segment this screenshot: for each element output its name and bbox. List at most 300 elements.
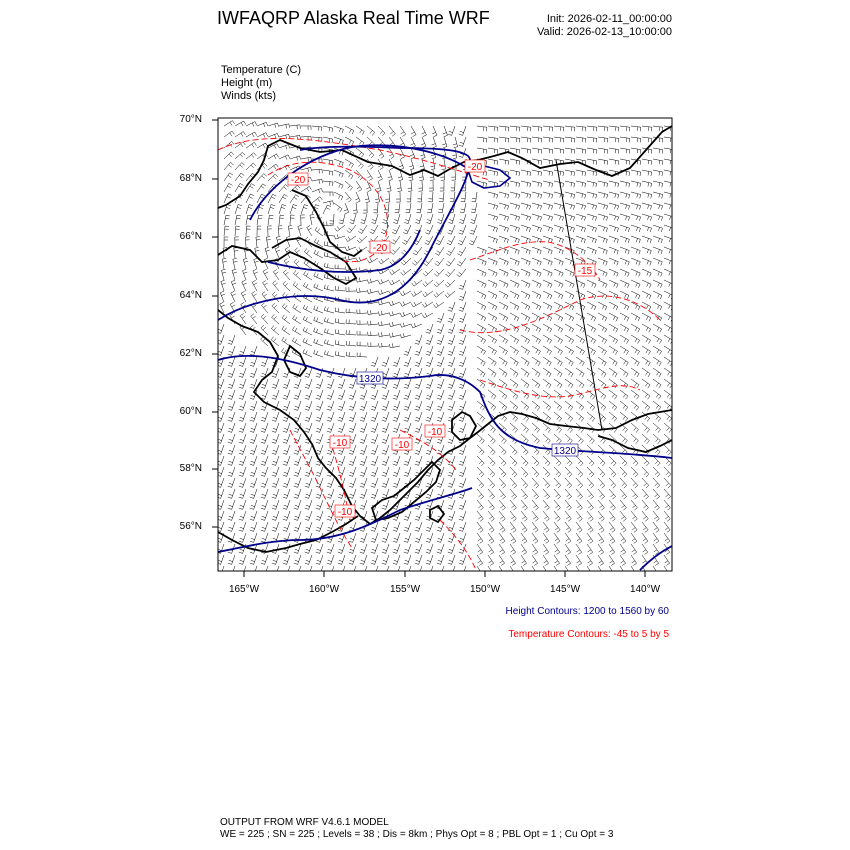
wind-barb [415,335,422,344]
wind-barb [314,284,323,292]
wind-barb [554,500,560,510]
wind-barb [620,368,628,377]
wind-barb [382,522,389,531]
wind-barb [631,390,639,399]
wind-barb [448,335,455,344]
wind-barb [510,335,519,344]
wind-barb [521,390,529,399]
wind-barb [382,445,389,454]
wind-barb [256,237,260,247]
wind-barb [357,288,368,292]
wind-barb [222,269,227,280]
wind-barb [404,511,411,520]
wind-barb [252,280,257,291]
wind-barb [459,368,466,377]
wind-barb [458,236,466,245]
wind-barb [642,511,648,521]
wind-barb [356,159,363,169]
wind-barb [224,142,234,149]
wind-barb [631,456,638,466]
wind-barb [609,357,617,366]
temp-label-1 [288,173,308,186]
wind-barb [554,511,560,521]
wind-barb [488,390,496,399]
wind-barb [268,174,278,181]
wind-barb [488,346,497,355]
wind-barb [598,126,608,131]
height-label-1 [357,372,383,385]
wind-barb [250,467,257,476]
wind-barb [283,500,290,509]
wind-barb [653,225,663,232]
wind-barb [261,522,268,531]
wind-barb [609,192,619,198]
wind-barb [231,280,236,291]
lat-label-66: 66°N [179,231,202,242]
wind-barb [324,329,334,336]
wind-barb [283,390,290,399]
wind-barb [576,555,582,566]
wind-barb [293,282,301,291]
wind-barb [587,236,596,243]
wind-barb [224,121,235,126]
wind-barb [532,467,539,477]
wind-barb [339,214,345,224]
wind-barb [445,280,455,287]
svg-text:-10: -10 [337,507,353,518]
wind-barb [620,357,628,366]
wind-barb [392,225,400,234]
wind-barb [543,379,551,388]
wind-barb [411,323,422,328]
wind-barb [314,250,323,258]
wind-barb [620,126,630,131]
wind-barb [283,445,290,454]
wind-barb [499,225,509,232]
wind-barb [554,148,564,154]
wind-barb [250,522,257,531]
svg-text:1320: 1320 [358,374,382,385]
wind-barb [393,555,400,564]
wind-barbs [217,121,674,577]
wind-barb [437,313,444,322]
wind-barb [389,301,400,306]
wind-barb [239,522,246,531]
wind-barb [224,162,234,170]
wind-barb [434,280,444,287]
wind-barb [554,357,562,366]
wind-barb [360,456,367,465]
wind-barb [459,313,466,322]
wind-barb [389,311,400,316]
wind-barb [477,511,483,521]
wind-barb [423,291,433,297]
wind-barb [250,489,257,498]
wind-barb [609,456,616,466]
wind-barb [488,357,496,366]
wind-barb [532,401,540,410]
wind-barb [413,247,422,255]
wind-barb [510,478,517,488]
wind-barb [272,555,279,564]
wind-barb [452,148,457,159]
wind-barb [620,500,626,510]
wind-barb [393,522,400,531]
wind-barb [349,412,356,421]
wind-barb [253,269,258,280]
wind-barb [228,379,235,388]
wind-barb [488,511,494,521]
wind-barb [415,357,422,366]
wind-barb [228,346,235,355]
wind-barb [283,555,290,564]
wind-barb [499,478,506,488]
wind-barb [371,423,378,432]
wind-barb [396,192,400,202]
wind-barb [221,280,226,291]
wind-barb [609,159,619,165]
wind-barb [273,270,279,281]
wind-barb [305,555,312,564]
wind-barb [349,390,356,399]
wind-barb [521,335,530,344]
wind-barb [587,544,593,555]
lon-label-155: 155°W [389,584,421,595]
wind-barb [477,280,486,288]
wind-barb [378,290,389,295]
wind-barb [609,412,617,422]
wind-barb [554,269,563,277]
footer-model: OUTPUT FROM WRF V4.6.1 MODEL [220,817,389,828]
wind-barb [301,215,305,225]
wind-barb [459,522,466,531]
wind-barb [327,456,334,465]
wind-barb [664,401,672,410]
wind-barb [565,181,575,187]
wind-barb [631,434,638,444]
wind-barb [499,203,509,210]
wind-barb [532,324,541,332]
wind-barb [290,195,299,203]
wind-barb [272,467,279,476]
wind-barb [499,269,508,277]
wind-barb [620,511,626,521]
wind-barb [565,478,572,488]
wind-barb [488,555,494,566]
wind-barb [543,544,549,555]
wind-barb [488,214,498,221]
wind-barb [382,390,389,399]
svg-text:1320: 1320 [553,446,577,457]
wind-barb [371,489,378,498]
wind-barb [521,225,531,232]
wind-barb [598,522,604,532]
wind-barb [543,181,553,187]
wind-barb [521,170,531,176]
wind-barb [576,181,586,187]
wind-barb [470,225,477,234]
wind-barb [620,258,629,266]
wind-barb [393,412,400,421]
wind-barb [587,126,597,131]
wind-barb [360,423,367,432]
wind-barb [532,357,540,366]
wind-barb [371,445,378,454]
wind-barb [642,126,652,131]
wind-barb [653,269,662,277]
wind-barb [272,292,279,302]
wind-barb [576,247,585,254]
wind-barb [430,170,434,180]
wind-barb [477,555,483,566]
wind-barb [609,302,618,310]
wind-barb [510,456,517,466]
wind-barb [499,247,508,254]
wind-barb [283,522,290,531]
wind-barb [642,170,652,176]
wind-barb [350,214,356,224]
wind-barb [620,225,630,232]
wind-barb [499,192,509,198]
wind-barb [576,170,586,176]
wind-barb [437,533,444,542]
wind-barb [653,522,659,532]
wind-barb [231,291,236,302]
wind-barb [532,522,538,532]
wind-barb [554,368,562,377]
wind-barb [224,173,233,181]
wind-barb [360,412,367,421]
wind-barb [358,225,367,234]
wind-barb [305,423,312,432]
wind-barb [642,423,650,433]
wind-barb [532,302,541,310]
wind-barb [521,379,529,388]
wind-barb [349,489,356,498]
wind-barb [367,159,373,169]
wind-barb [609,335,618,344]
wind-barb [598,225,608,232]
wind-barb [642,313,651,321]
wind-barb [631,511,637,521]
wind-barb [609,280,618,288]
wind-barb [554,412,562,422]
wind-barb [338,412,345,421]
wind-barb [642,357,650,366]
wind-barb [565,269,574,277]
wind-barb [382,401,389,410]
wind-barb [294,555,301,564]
wind-barb [587,401,595,410]
wind-barb [334,126,343,133]
wind-barb [477,412,485,422]
wind-barb [228,489,235,498]
wind-barb [488,489,495,499]
wind-barb [457,269,466,277]
wind-barb [305,467,312,476]
wind-barb [261,390,268,399]
wind-barb [239,511,246,520]
wind-barb [609,258,618,266]
wind-barb [224,152,234,159]
wind-barb [426,445,433,454]
wind-barb [642,346,651,355]
wind-barb [631,291,640,299]
wind-barb [477,148,487,154]
wind-barb [609,247,618,254]
wind-barb [235,215,241,225]
wind-barb [374,203,379,213]
wind-barb [327,555,334,564]
temp-label-5 [330,436,350,449]
wind-barb [631,357,639,366]
wind-barb [382,434,389,443]
wind-barb [442,137,447,148]
wind-barb [228,412,235,421]
wind-barb [543,533,549,543]
wind-barb [499,302,508,310]
wind-barb [426,346,433,355]
wind-barb [257,143,268,148]
wind-barb [554,280,563,288]
wind-barb [437,346,444,355]
wind-barb [554,522,560,532]
wind-barb [390,247,400,255]
wind-barb [609,126,619,131]
wind-barb [416,203,422,213]
wind-barb [664,324,673,332]
svg-text:-10: -10 [394,440,410,451]
wind-barb [459,346,466,355]
wind-barb [459,357,466,366]
wind-barb [664,357,672,366]
wind-barb [415,434,422,443]
wind-barb [243,258,248,269]
wind-barb [334,192,343,200]
wind-barb [521,478,528,488]
wind-barb [642,302,651,310]
wind-barb [554,236,563,243]
wind-barb [367,279,378,284]
wind-barb [653,324,662,332]
wind-barb [587,170,597,176]
wind-barb [283,434,290,443]
wind-barb [268,164,278,170]
wind-barb [360,544,367,553]
wind-barb [312,188,323,193]
wind-barb [393,423,400,432]
wind-barb [565,291,574,299]
wind-barb [598,456,605,466]
wind-barb [499,357,507,366]
wind-barb [360,533,367,542]
wind-barb [620,313,629,321]
wind-barb [631,280,640,288]
wind-barb [257,215,263,225]
wind-barb [448,126,455,135]
wind-barb [532,346,541,355]
wind-barb [356,137,364,146]
wind-barb [393,368,400,377]
wind-barb [609,522,615,532]
wind-barb [324,318,334,325]
wind-barb [598,467,605,477]
wind-barb [448,456,455,465]
wind-barb [565,390,573,399]
wind-barb [293,293,301,302]
wind-barb [576,544,582,555]
wind-barb [642,401,650,410]
wind-barb [488,203,498,210]
wind-barb [521,533,527,543]
wind-barb [404,346,411,355]
wind-barb [554,313,563,321]
wind-barb [279,155,290,160]
wind-barb [554,247,563,254]
wind-barb [368,342,378,346]
wind-barb [653,203,663,210]
wind-barb [653,423,661,433]
wind-barb [382,500,389,509]
wind-barb [642,225,652,232]
wind-barb [543,247,552,254]
wind-barb [477,291,486,299]
wind-barb [356,148,364,157]
wind-barb [510,258,519,266]
wind-barb [239,533,246,542]
wind-barb [598,203,608,210]
wind-barb [448,346,455,355]
wind-barb [532,489,539,499]
wind-barb [327,544,334,553]
wind-barb [327,478,334,487]
wind-barb [418,192,423,202]
wind-barb [554,225,564,232]
wind-barb [653,214,663,221]
wind-barb [620,148,630,154]
wind-barb [228,445,235,454]
wind-barb [250,423,257,432]
wind-barb [510,302,519,310]
wind-barb [521,137,531,142]
wind-barb [346,236,357,242]
wind-barb [488,225,498,232]
lat-label-58: 58°N [179,463,202,474]
wind-barb [272,500,279,509]
wind-barb [278,226,282,236]
wind-barb [400,312,411,317]
wind-barb [598,379,606,388]
wind-barb [631,214,641,221]
wind-barb [235,183,244,192]
wind-barb [543,225,553,232]
wind-barb [275,247,280,258]
wind-barb [587,478,594,488]
wind-barb [499,159,509,165]
wind-barb [598,214,608,221]
wind-barb [401,269,411,275]
wind-barb [272,511,279,520]
wind-barb [316,434,323,443]
wind-barb [565,533,571,543]
wind-barb [376,181,381,192]
wind-barb [631,324,640,332]
wind-barb [598,192,608,198]
wind-barb [239,401,246,410]
wind-barb [664,423,672,433]
init-time: Init: 2026-02-11_00:00:00 [546,13,672,25]
wind-barb [228,478,235,487]
